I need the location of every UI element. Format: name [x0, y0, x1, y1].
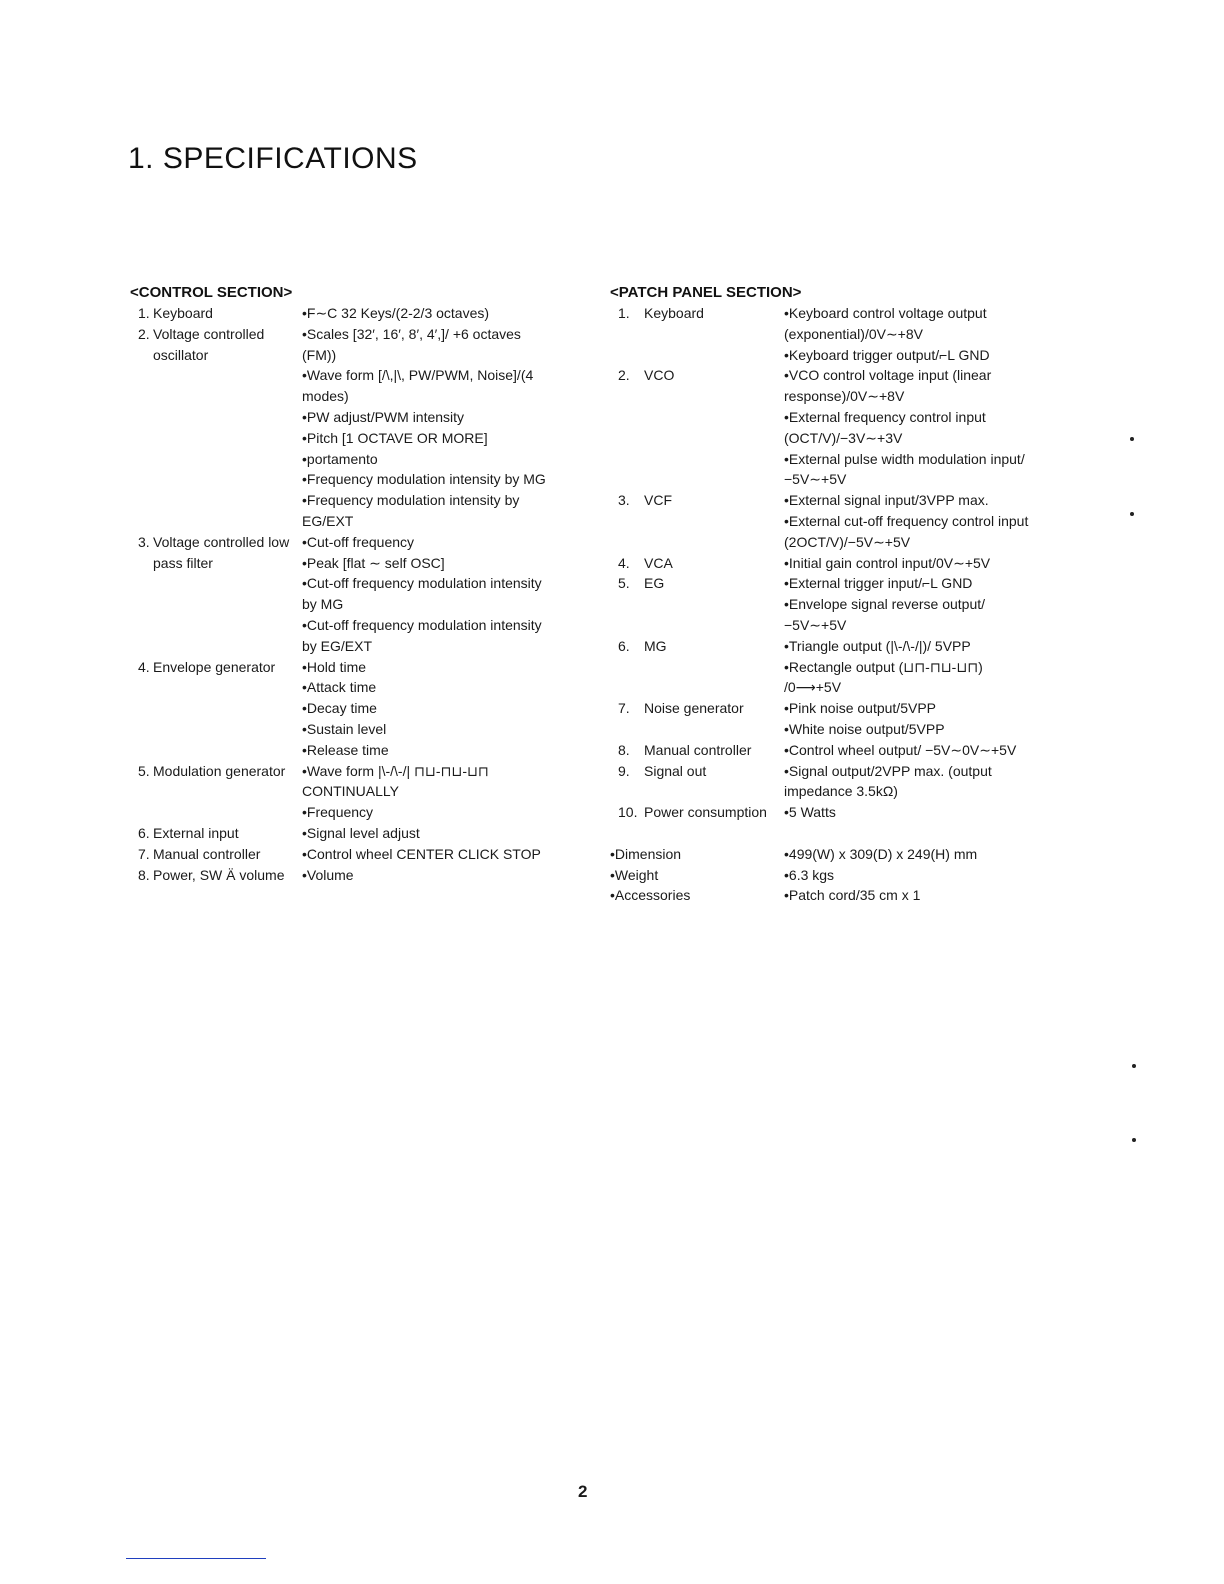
- spec-item-number: 6.: [618, 637, 630, 654]
- scan-speck: [1132, 1138, 1136, 1142]
- spec-item-label: [610, 490, 784, 552]
- general-spec-name: •Weight: [610, 866, 659, 883]
- spec-item-number: 6.: [138, 824, 150, 841]
- spec-item-label: [130, 865, 302, 886]
- spec-item: [610, 490, 1030, 552]
- spec-bullet: •White noise output/5VPP: [784, 720, 945, 737]
- spec-item-name: Envelope generator: [153, 658, 276, 675]
- spec-item-number: 8.: [618, 741, 630, 758]
- spec-item-values: [784, 573, 1030, 635]
- spec-bullet: •Volume: [302, 866, 354, 883]
- spec-bullet: •Keyboard trigger output/⌐L GND: [784, 346, 990, 363]
- spec-bullet: •Cut-off frequency modulation intensity by MG: [302, 575, 542, 613]
- spec-item-number: 3.: [138, 533, 150, 550]
- spec-bullet: •Cut-off frequency: [302, 533, 415, 550]
- spec-item-name: Power consumption: [644, 804, 767, 821]
- spec-item-values: [784, 303, 1030, 365]
- spec-item-name: Modulation generator: [153, 762, 286, 779]
- control-section-heading: <CONTROL SECTION>: [130, 284, 293, 301]
- spec-item-values: [302, 761, 550, 823]
- spec-bullet: •Keyboard control voltage output (exponential)/0V∼+8V: [784, 305, 987, 342]
- spec-item-name: Signal out: [644, 762, 707, 779]
- spec-item: [610, 573, 1030, 635]
- general-spec-label: [610, 865, 784, 886]
- spec-item-label: [610, 573, 784, 635]
- page-number: 2: [578, 1482, 588, 1501]
- general-spec-label: [610, 885, 784, 906]
- spec-bullet: •External pulse width modulation input/−5V∼+5V: [784, 450, 1025, 488]
- scan-speck: [1130, 437, 1134, 441]
- spec-item-number: 2.: [138, 325, 150, 342]
- patch-panel-section: [610, 282, 1030, 906]
- spec-item-name: Voltage controlled oscillator: [153, 325, 265, 363]
- spec-item-name: Noise generator: [644, 700, 744, 717]
- scan-speck: [1130, 512, 1134, 516]
- spec-bullet: •Patch cord/35 cm x 1: [784, 887, 921, 904]
- spec-item: [610, 698, 1030, 740]
- spec-bullet: •Decay time: [302, 700, 377, 717]
- spec-bullet: •Frequency: [302, 804, 374, 821]
- spec-item-number: 5.: [618, 575, 630, 592]
- general-spec-name: •Dimension: [610, 845, 682, 862]
- spec-bullet: •Cut-off frequency modulation intensity by EG/EXT: [302, 616, 542, 654]
- spec-item-label: [610, 802, 784, 823]
- footer-rule: [126, 1558, 266, 1559]
- spec-item-name: Keyboard: [644, 305, 704, 321]
- general-spec-row: [610, 885, 1030, 906]
- spec-item-values: [784, 740, 1030, 761]
- general-spec-value: [784, 865, 1030, 886]
- spec-bullet: •External signal input/3VPP max.: [784, 492, 989, 509]
- spec-bullet: •Wave form [/\,|\, PW/PWM, Noise]/(4 modes): [302, 367, 534, 405]
- spec-bullet: •Triangle output (|\-/\-/|)/ 5VPP: [784, 637, 971, 654]
- spec-item-values: [784, 490, 1030, 552]
- spec-bullet: •Sustain level: [302, 720, 387, 737]
- spec-item-number: 8.: [138, 866, 150, 883]
- spec-item: [130, 823, 550, 844]
- general-spec-value: [784, 885, 1030, 906]
- spec-item-name: External input: [153, 824, 239, 841]
- general-spec-list: [610, 844, 1030, 906]
- spec-bullet: •F∼C 32 Keys/(2-2/3 octaves): [302, 305, 490, 321]
- spec-item: [130, 761, 550, 823]
- spec-bullet: •6.3 kgs: [784, 866, 835, 883]
- spec-bullet: •External frequency control input (OCT/V)/−3V∼+3V: [784, 408, 986, 446]
- spec-item: [130, 532, 550, 657]
- spec-item-values: [784, 636, 1030, 698]
- spec-bullet: •Release time: [302, 741, 389, 758]
- spec-item: [610, 802, 1030, 823]
- spec-item-label: [610, 303, 784, 365]
- spec-item-label: [130, 761, 302, 823]
- spec-item-label: [610, 698, 784, 740]
- spec-item-label: [610, 740, 784, 761]
- spec-item-number: 7.: [138, 845, 150, 862]
- spec-item-name: Voltage controlled low pass filter: [153, 533, 290, 571]
- spec-bullet: •Pitch [1 OCTAVE OR MORE]: [302, 429, 488, 446]
- spec-item-label: [130, 823, 302, 844]
- spec-bullet: •portamento: [302, 450, 378, 467]
- spec-item: [130, 865, 550, 886]
- spec-item: [130, 324, 550, 532]
- general-spec-row: [610, 844, 1030, 865]
- spec-item-values: [784, 802, 1030, 823]
- spec-bullet: •Wave form |\-/\-/| ⊓⊔-⊓⊔-⊔⊓ CONTINUALLY: [302, 762, 489, 800]
- spec-item-number: 5.: [138, 762, 150, 779]
- spec-item-number: 4.: [138, 658, 150, 675]
- spec-bullet: •External trigger input/⌐L GND: [784, 575, 973, 592]
- spec-item-number: 2.: [618, 367, 630, 384]
- spec-bullet: •Peak [flat ∼ self OSC]: [302, 554, 445, 571]
- spec-item: [130, 657, 550, 761]
- spec-item-number: 4.: [618, 554, 630, 571]
- spec-item-values: [302, 823, 550, 844]
- spec-item-values: [784, 553, 1030, 574]
- spec-item-label: [130, 303, 302, 324]
- spec-item-number: 1.: [138, 305, 150, 321]
- general-spec-label: [610, 844, 784, 865]
- page-title: 1. SPECIFICATIONS: [128, 142, 418, 175]
- spec-item-label: [610, 761, 784, 803]
- scan-speck: [1132, 1064, 1136, 1068]
- spec-item-name: VCA: [644, 554, 673, 571]
- spec-item-values: [302, 303, 550, 324]
- spec-item-name: MG: [644, 637, 667, 654]
- spec-item: [610, 740, 1030, 761]
- control-section: [130, 282, 550, 885]
- spec-bullet: •VCO control voltage input (linear response)/0V∼+8V: [784, 367, 992, 405]
- spec-item-number: 1.: [618, 305, 630, 321]
- spec-bullet: •Control wheel output/ −5V∼0V∼+5V: [784, 741, 1017, 758]
- spec-item-name: Manual controller: [644, 741, 752, 758]
- spec-item-label: [130, 657, 302, 761]
- spec-bullet: •Scales [32′, 16′, 8′, 4′,]/ +6 octaves (FM)): [302, 325, 521, 363]
- general-spec-name: •Accessories: [610, 887, 691, 904]
- spec-item-values: [784, 365, 1030, 490]
- spec-item-values: [302, 844, 550, 865]
- spec-item-number: 10.: [618, 804, 638, 821]
- spec-item-label: [130, 844, 302, 865]
- spec-item-values: [302, 657, 550, 761]
- spec-bullet: •5 Watts: [784, 804, 836, 821]
- spec-bullet: •Signal level adjust: [302, 824, 420, 841]
- spec-item-name: Power, SW Ä volume: [153, 866, 285, 883]
- spec-item: [610, 303, 1030, 365]
- spec-item: [130, 844, 550, 865]
- spec-item: [610, 761, 1030, 803]
- spec-bullet: •Pink noise output/5VPP: [784, 700, 936, 717]
- spec-bullet: •499(W) x 309(D) x 249(H) mm: [784, 845, 978, 862]
- spec-bullet: •Control wheel CENTER CLICK STOP: [302, 845, 541, 862]
- spec-item-values: [784, 698, 1030, 740]
- spec-bullet: •Frequency modulation intensity by EG/EXT: [302, 492, 520, 529]
- spec-item-name: VCO: [644, 367, 675, 384]
- spec-item-name: EG: [644, 575, 665, 592]
- general-spec-value: [784, 844, 1030, 865]
- spec-item-name: Keyboard: [153, 305, 213, 321]
- spec-bullet: •Signal output/2VPP max. (output impedance 3.5kΩ): [784, 762, 992, 800]
- spec-item-values: [784, 761, 1030, 803]
- spec-bullet: •External cut-off frequency control input (2OCT/V)/−5V∼+5V: [784, 512, 1029, 550]
- spec-item-name: VCF: [644, 492, 672, 509]
- spec-item-label: [610, 636, 784, 698]
- spec-item-number: 9.: [618, 762, 630, 779]
- spec-bullet: •Rectangle output (⊔⊓-⊓⊔-⊔⊓) /0⟶+5V: [784, 658, 983, 696]
- spec-item-name: Manual controller: [153, 845, 261, 862]
- patch-spec-list: [610, 303, 1030, 823]
- spec-item: [130, 303, 550, 324]
- general-spec-row: [610, 865, 1030, 886]
- spec-bullet: •Frequency modulation intensity by MG: [302, 471, 546, 488]
- spec-item-number: 7.: [618, 700, 630, 717]
- spec-item-label: [610, 365, 784, 490]
- spec-item-label: [130, 532, 302, 657]
- control-spec-list: [130, 303, 550, 885]
- spec-item-label: [130, 324, 302, 532]
- spec-item-label: [610, 553, 784, 574]
- spec-bullet: •PW adjust/PWM intensity: [302, 408, 465, 425]
- spec-item-values: [302, 865, 550, 886]
- spec-bullet: •Envelope signal reverse output/−5V∼+5V: [784, 596, 986, 633]
- spec-item: [610, 365, 1030, 490]
- spacer: [610, 823, 1030, 844]
- spec-item-number: 3.: [618, 492, 630, 509]
- spec-item: [610, 553, 1030, 574]
- spec-item-values: [302, 532, 550, 657]
- spec-bullet: •Initial gain control input/0V∼+5V: [784, 554, 991, 571]
- spec-item-values: [302, 324, 550, 532]
- spec-item: [610, 636, 1030, 698]
- spec-bullet: •Attack time: [302, 679, 377, 696]
- spec-bullet: •Hold time: [302, 658, 367, 675]
- patch-section-heading: <PATCH PANEL SECTION>: [610, 284, 802, 301]
